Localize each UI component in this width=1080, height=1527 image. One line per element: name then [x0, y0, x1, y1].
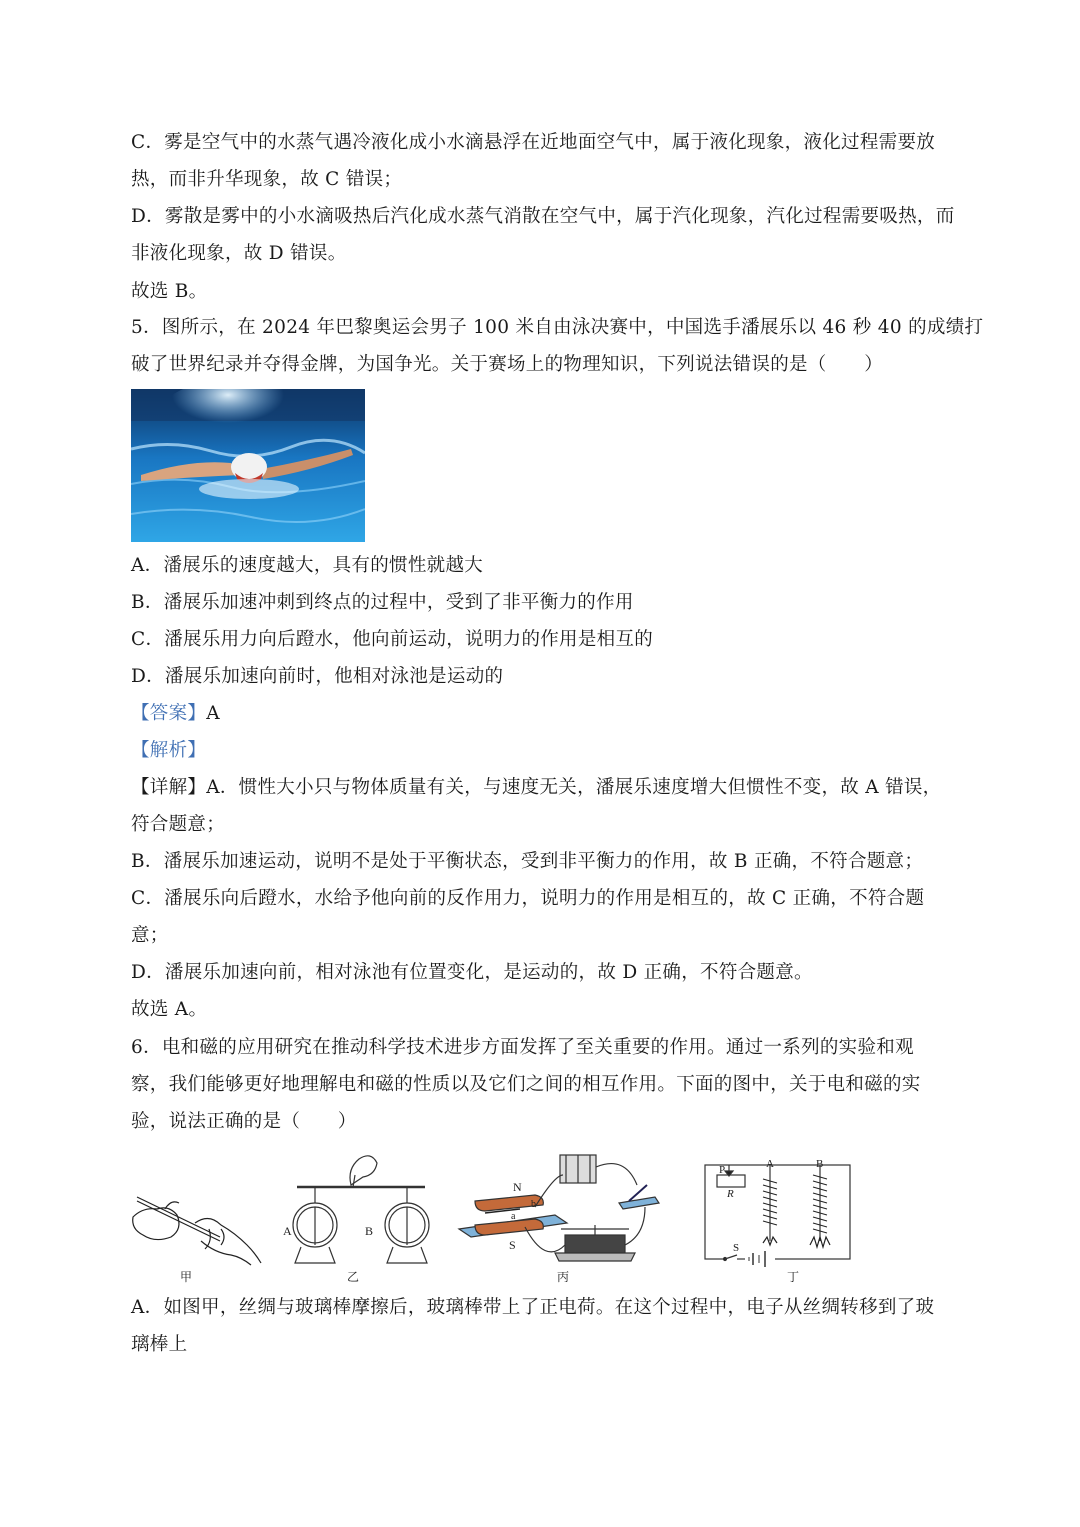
experiment-figures: [125, 1145, 865, 1285]
detail-line: 符合题意；: [131, 814, 226, 835]
ding-label-s: S: [733, 1242, 740, 1254]
figure-label-ding: 丁: [787, 1270, 800, 1284]
text-line: 非液化现象，故 D 错误。: [131, 243, 347, 264]
yi-label-b: B: [365, 1224, 374, 1238]
text-line: D．雾散是雾中的小水滴吸热后汽化成水蒸气消散在空气中，属于汽化现象，汽化过程需要吸热，而: [131, 206, 955, 227]
question-5-text: 破了世界纪录并夺得金牌，为国争光。关于赛场上的物理知识，下列说法错误的是（ ）: [131, 354, 884, 375]
detail-line: D．潘展乐加速向前，相对泳池有位置变化，是运动的，故 D 正确，不符合题意。: [131, 962, 813, 983]
detail-line: 故选 A。: [131, 999, 208, 1020]
option-c: C．潘展乐用力向后蹬水，他向前运动，说明力的作用是相互的: [131, 629, 654, 650]
ding-label-r: R: [727, 1188, 734, 1200]
text-line: C．雾是空气中的水蒸气遇冷液化成小水滴悬浮在近地面空气中，属于液化现象，液化过程需要放: [131, 132, 936, 153]
answer-label: 【答案】: [131, 703, 207, 724]
figure-yi: [293, 1156, 429, 1263]
swimmer-photo: [131, 389, 365, 542]
question-5-text: 5．图所示，在 2024 年巴黎奥运会男子 100 米自由泳决赛中，中国选手潘展乐以 46 秒 40 的成绩打: [131, 317, 984, 338]
question-6-text: 察，我们能够更好地理解电和磁的性质以及它们之间的相互作用。下面的图中，关于电和磁的实: [131, 1074, 921, 1095]
figure-ding: [705, 1165, 850, 1267]
ding-label-a: A: [766, 1158, 774, 1170]
figure-bing: [459, 1155, 659, 1261]
option-d: D．潘展乐加速向前时，他相对泳池是运动的: [131, 666, 504, 687]
bing-label-a: a: [511, 1211, 516, 1222]
figure-jia: [133, 1197, 261, 1265]
detail-label: 【详解】: [131, 777, 207, 798]
option-b: B．潘展乐加速冲刺到终点的过程中，受到了非平衡力的作用: [131, 592, 634, 613]
yi-label-a: A: [283, 1224, 292, 1238]
option-a: A．潘展乐的速度越大，具有的惯性就越大: [131, 555, 484, 576]
bing-label-s: S: [509, 1238, 516, 1252]
detail-line: [131, 776, 961, 800]
detail-line: C．潘展乐向后蹬水，水给予他向前的反作用力，说明力的作用是相互的，故 C 正确，不符合题: [131, 888, 925, 909]
text-line: 热，而非升华现象，故 C 错误；: [131, 169, 403, 190]
detail-text: A．惯性大小只与物体质量有关，与速度无关，潘展乐速度增大但惯性不变，故 A 错误，: [206, 777, 942, 798]
bing-label-b: b: [531, 1199, 536, 1210]
ding-label-b: B: [816, 1158, 824, 1170]
bing-label-n: N: [513, 1180, 522, 1194]
ding-label-p: P: [719, 1164, 726, 1176]
answer-value: A: [206, 703, 220, 724]
answer-line: [131, 702, 961, 726]
question-6-option-a: 璃棒上: [131, 1334, 188, 1355]
question-6-text: 6．电和磁的应用研究在推动科学技术进步方面发挥了至关重要的作用。通过一系列的实验和观: [131, 1037, 914, 1058]
figure-label-jia: 甲: [180, 1270, 193, 1284]
figure-label-bing: 丙: [557, 1270, 570, 1284]
question-6-text: 验，说法正确的是（ ）: [131, 1111, 357, 1132]
figure-label-yi: 乙: [347, 1270, 360, 1284]
detail-line: B．潘展乐加速运动，说明不是处于平衡状态，受到非平衡力的作用，故 B 正确，不符合题意；: [131, 851, 924, 872]
detail-line: 意；: [131, 925, 169, 946]
text-line: 故选 B。: [131, 281, 208, 302]
question-6-option-a: A．如图甲，丝绸与玻璃棒摩擦后，玻璃棒带上了正电荷。在这个过程中，电子从丝绸转移到了玻: [131, 1297, 935, 1318]
analysis-label: 【解析】: [131, 740, 207, 761]
